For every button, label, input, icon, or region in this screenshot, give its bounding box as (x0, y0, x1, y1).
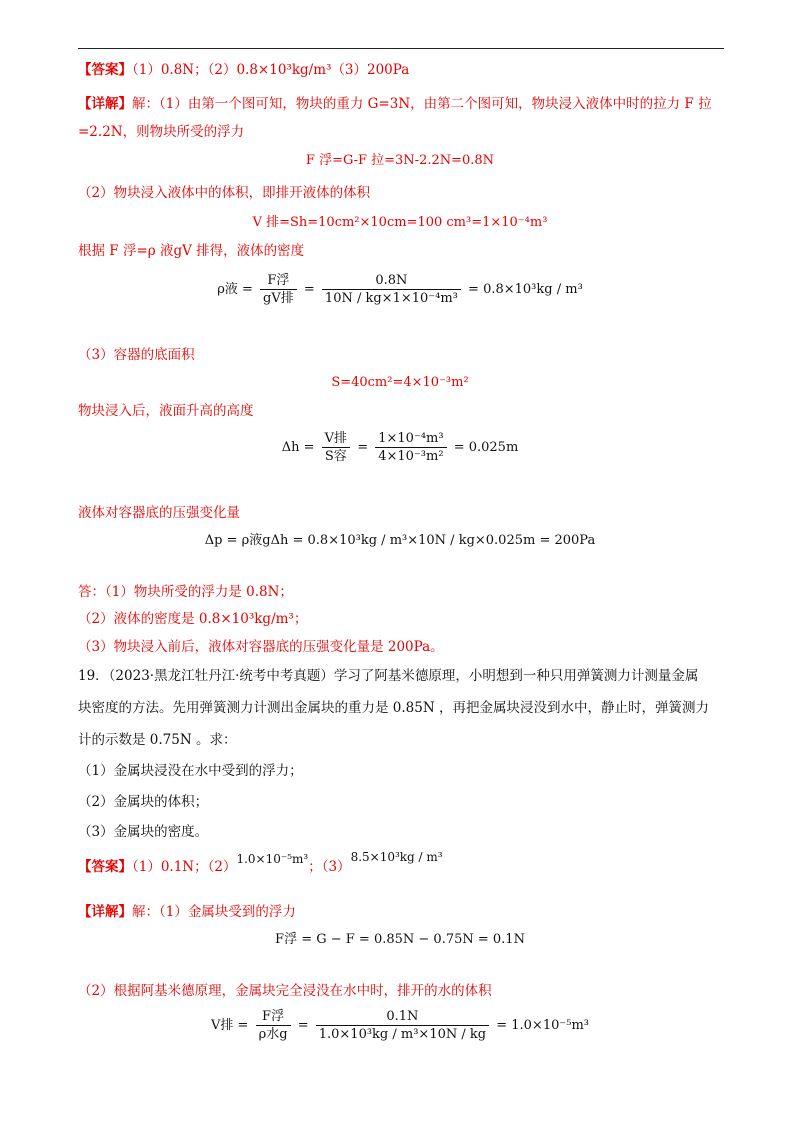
frac-numerator: 0.8N (322, 272, 461, 290)
frac-denominator: 4×10⁻³m² (378, 449, 444, 464)
question-19-line-3: 计的示数是 0.75N 。求： (78, 732, 237, 748)
step-3-text: （3）容器的底面积 (78, 347, 195, 363)
step-2-text: （2）物块浸入液体中的体积，即排开液体的体积 (78, 185, 371, 201)
frac-numerator: 0.1N (316, 1008, 489, 1026)
step-19-2-text: （2）根据阿基米德原理，金属块完全浸没在水中时，排开的水的体积 (78, 983, 492, 999)
question-19-line-2: 块密度的方法。先用弹簧测力计测出金属块的重力是 0.85N ，再把金属块浸没到水中，静止时，弹簧测力 (78, 700, 709, 716)
detail-19-text: 解：（1）金属块受到的浮力 (132, 904, 296, 920)
answer-19-density: 8.5×10³kg / m³ (350, 850, 443, 864)
frac-numerator: V排 (322, 430, 350, 448)
eq-height-lhs: Δh = (281, 440, 315, 455)
eq-19-volume-frac-1 (256, 1008, 291, 1043)
detail-19-line-1 (78, 902, 296, 922)
answer-line (78, 60, 409, 80)
conclusion-3: （3）物块浸入前后，液体对容器底的压强变化量是 200Pa。 (78, 639, 444, 655)
eq-19-volume-rhs: = 1.0×10⁻⁵m³ (496, 1018, 589, 1033)
detail-line-2: =2.2N，则物块所受的浮力 (78, 124, 245, 140)
sub-question-3: （3）金属块的密度。 (78, 824, 209, 840)
equation-density: ρ液 = $\frac{\text{F浮}}{\text{gV排}}$ = $\frac{0.8N}{\text{10N / kg×1×10⁻⁴m³}}$ = 0.8×10³kg / m³ (217, 273, 583, 306)
equation-19-volume: V排 = $\frac{\text{F浮}}{\text{ρ水g}}$ = $\frac{0.1N}{\text{1.0×10³kg / m³×10N / kg}}$ = 1.0×10⁻⁵m³ (211, 1009, 589, 1042)
frac-numerator: F浮 (260, 272, 297, 290)
eq-density-lhs: ρ液 = (217, 282, 253, 297)
frac-denominator: S容 (324, 449, 347, 464)
equation-volume: V 排=Sh=10cm²×10cm=100 cm³=1×10⁻⁴m³ (252, 215, 548, 230)
frac-denominator: 1.0×10³kg / m³×10N / kg (318, 1027, 487, 1042)
eq-density-rhs: = 0.8×10³kg / m³ (468, 282, 583, 297)
eq-height-frac-1 (322, 430, 350, 465)
header-rule (78, 48, 724, 49)
equation-pressure: Δp = ρ液gΔh = 0.8×10³kg / m³×10N / kg×0.025m = 200Pa (204, 533, 596, 548)
eq-height-rhs: = 0.025m (453, 440, 519, 455)
eq-density-frac-1 (260, 272, 297, 307)
equation-height: Δh = $\frac{\text{V排}}{\text{S容}}$ = $\frac{\text{1×10⁻⁴m³}}{\text{4×10⁻³m²}}$ = 0.025m (281, 431, 519, 464)
answer-text: （1）0.8N；（2）0.8×10³kg/m³（3）200Pa (132, 62, 410, 78)
eq-density-frac-2 (322, 272, 461, 307)
detail-text-1: 解：（1）由第一个图可知，物块的重力 G=3N，由第二个图可知，物块浸入液体中时的拉力 F 拉 (132, 96, 712, 112)
answer-19-part-2: ；（3） (308, 859, 351, 875)
equation-19-buoyancy: F浮 = G − F = 0.85N − 0.75N = 0.1N (275, 932, 525, 947)
detail-tag: 【详解】 (78, 96, 132, 112)
frac-numerator: 1×10⁻⁴m³ (375, 430, 446, 448)
answer-tag: 【答案】 (78, 62, 132, 78)
equation-buoyancy: F 浮=G-F 拉=3N-2.2N=0.8N (305, 153, 495, 168)
detail-19-tag: 【详解】 (78, 904, 132, 920)
eq-19-volume-lhs: V排 = (211, 1018, 249, 1033)
frac-denominator: gV排 (263, 291, 294, 306)
step-3b-text: 物块浸入后，液面升高的高度 (78, 403, 254, 419)
sub-question-2: （2）金属块的体积； (78, 794, 209, 810)
sub-question-1: （1）金属块浸没在水中受到的浮力； (78, 763, 303, 779)
frac-denominator: ρ水g (258, 1027, 288, 1042)
eq-19-volume-frac-2 (316, 1008, 489, 1043)
equation-area: S=40cm²=4×10⁻³m² (331, 375, 469, 390)
answer-19-volume: 1.0×10⁻⁵m³ (236, 852, 309, 866)
detail-line-1 (78, 94, 712, 114)
frac-numerator: F浮 (256, 1008, 291, 1026)
answer-19-line (78, 850, 443, 877)
frac-denominator: 10N / kg×1×10⁻⁴m³ (324, 291, 458, 306)
answer-19-part-1: （1）0.1N；（2） (132, 859, 237, 875)
step-2b-text: 根据 F 浮=ρ 液gV 排得，液体的密度 (78, 243, 305, 259)
step-3c-text: 液体对容器底的压强变化量 (78, 505, 240, 521)
answer-19-tag: 【答案】 (78, 859, 132, 875)
conclusion-2: （2）液体的密度是 0.8×10³kg/m³； (78, 611, 308, 627)
question-19-line-1: 19．（2023·黑龙江牡丹江·统考中考真题）学习了阿基米德原理，小明想到一种只用弹簧测力计测量金属 (78, 668, 699, 684)
conclusion-1: 答：（1）物块所受的浮力是 0.8N； (78, 584, 293, 600)
eq-height-frac-2 (375, 430, 446, 465)
